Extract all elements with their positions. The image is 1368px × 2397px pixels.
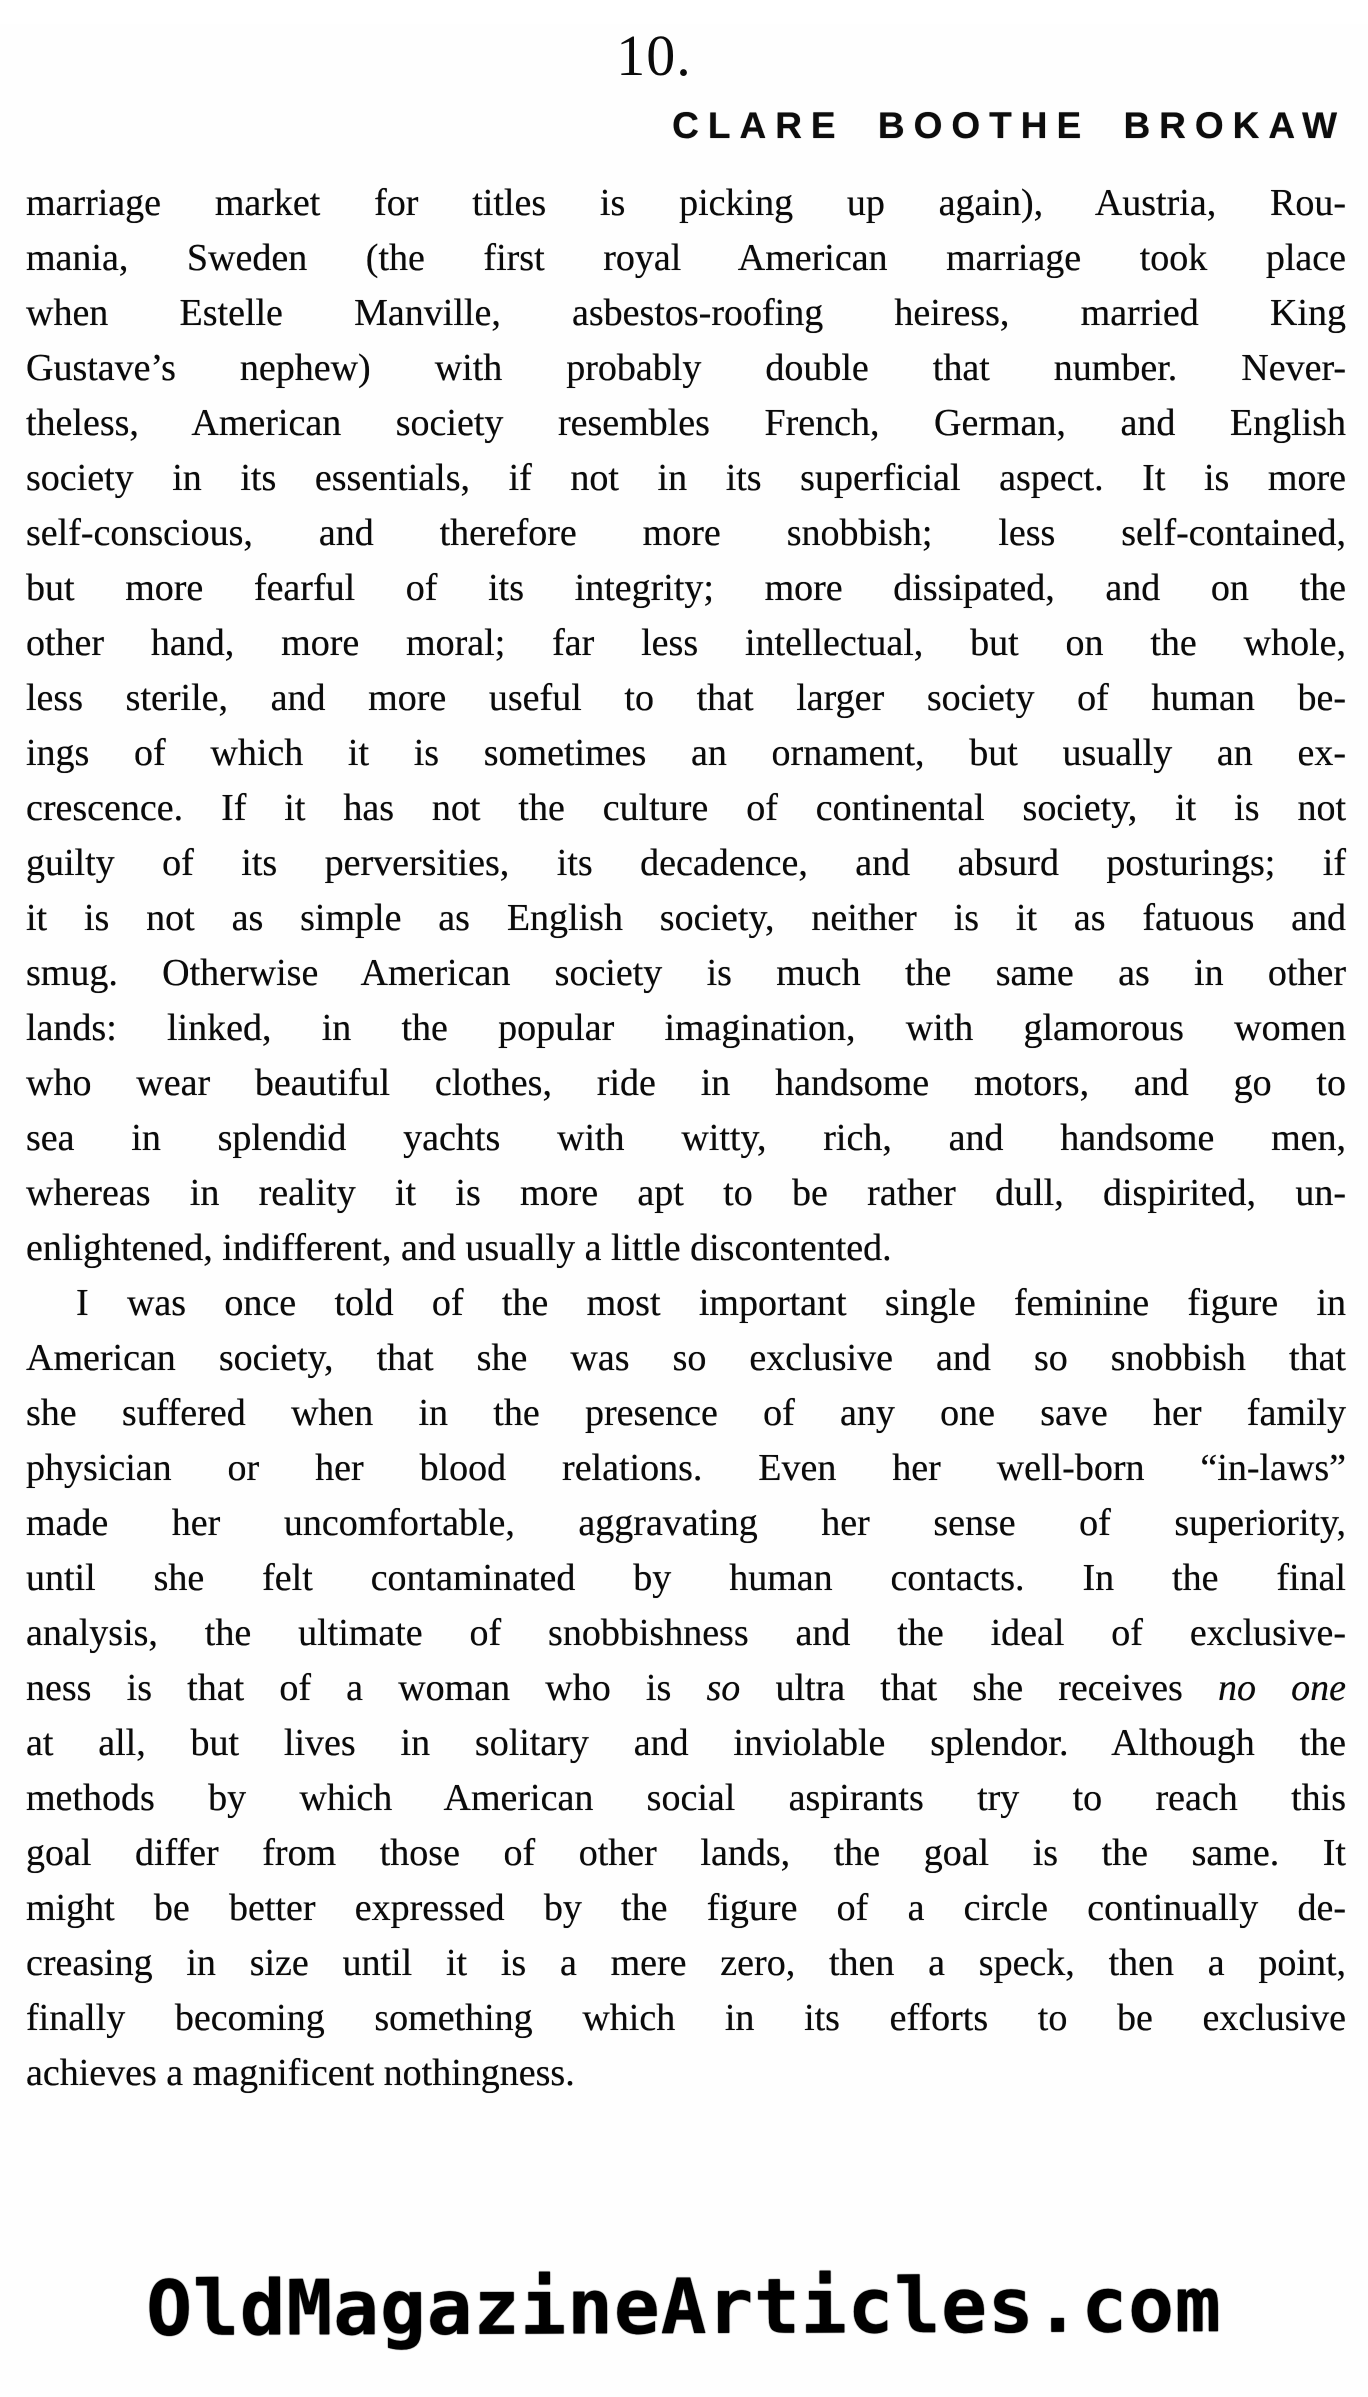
text-line: society in its essentials, if not in its superficial aspect. It is more	[26, 457, 1346, 499]
text-line: mania, Sweden (the first royal American marriage took place	[26, 237, 1346, 279]
text-line: physician or her blood relations. Even her well-born “in-laws”	[26, 1447, 1346, 1489]
text-line: at all, but lives in solitary and inviolable splendor. Although the	[26, 1722, 1346, 1764]
scanned-page	[0, 24, 1368, 2397]
text-line: made her uncomfortable, aggravating her sense of superiority,	[26, 1502, 1346, 1544]
text-line: analysis, the ultimate of snobbishness and the ideal of exclusive-	[26, 1612, 1346, 1654]
footer-watermark: OldMagazineArticles.com	[146, 2260, 1222, 2353]
page-number: 10.	[616, 23, 692, 88]
author-header: CLARE BOOTHE BROKAW	[672, 105, 1346, 146]
text-line: goal differ from those of other lands, the goal is the same. It	[26, 1832, 1346, 1874]
text-line: crescence. If it has not the culture of continental society, it is not	[26, 787, 1346, 829]
text-line: it is not as simple as English society, neither is it as fatuous and	[26, 897, 1346, 939]
text-line: smug. Otherwise American society is much the same as in other	[26, 952, 1346, 994]
article-body	[0, 176, 1368, 2101]
text-line: other hand, more moral; far less intellectual, but on the whole,	[26, 622, 1346, 664]
text-line: achieves a magnificent nothingness.	[26, 2052, 575, 2094]
text-line: self-conscious, and therefore more snobbish; less self-contained,	[26, 512, 1346, 554]
text-line: marriage market for titles is picking up again), Austria, Rou-	[26, 182, 1346, 224]
text-line: when Estelle Manville, asbestos-roofing heiress, married King	[26, 292, 1346, 334]
text-line: guilty of its perversities, its decadence, and absurd posturings; if	[26, 842, 1346, 884]
text-line: who wear beautiful clothes, ride in handsome motors, and go to	[26, 1062, 1346, 1104]
text-line: ings of which it is sometimes an ornament, but usually an ex-	[26, 732, 1346, 774]
text-line: she suffered when in the presence of any one save her family	[26, 1392, 1346, 1434]
text-line: methods by which American social aspirants try to reach this	[26, 1777, 1346, 1819]
text-line: American society, that she was so exclusive and so snobbish that	[26, 1337, 1346, 1379]
text-line: but more fearful of its integrity; more dissipated, and on the	[26, 567, 1346, 609]
text-line: might be better expressed by the figure of a circle continually de-	[26, 1887, 1346, 1929]
text-line: finally becoming something which in its efforts to be exclusive	[26, 1997, 1346, 2039]
text-line: whereas in reality it is more apt to be rather dull, dispirited, un-	[26, 1172, 1346, 1214]
text-line: theless, American society resembles French, German, and English	[26, 402, 1346, 444]
text-line: creasing in size until it is a mere zero, then a speck, then a point,	[26, 1942, 1346, 1984]
text-line: enlightened, indifferent, and usually a little discontented.	[26, 1227, 892, 1269]
text-line: lands: linked, in the popular imagination, with glamorous women	[26, 1007, 1346, 1049]
text-line: ness is that of a woman who is so ultra that she receives no one	[26, 1667, 1346, 1709]
text-line: until she felt contaminated by human contacts. In the final	[26, 1557, 1346, 1599]
text-line: I was once told of the most important single feminine figure in	[76, 1282, 1346, 1324]
text-line: less sterile, and more useful to that larger society of human be-	[26, 677, 1346, 719]
text-line: sea in splendid yachts with witty, rich, and handsome men,	[26, 1117, 1346, 1159]
text-line: Gustave’s nephew) with probably double that number. Never-	[26, 347, 1346, 389]
